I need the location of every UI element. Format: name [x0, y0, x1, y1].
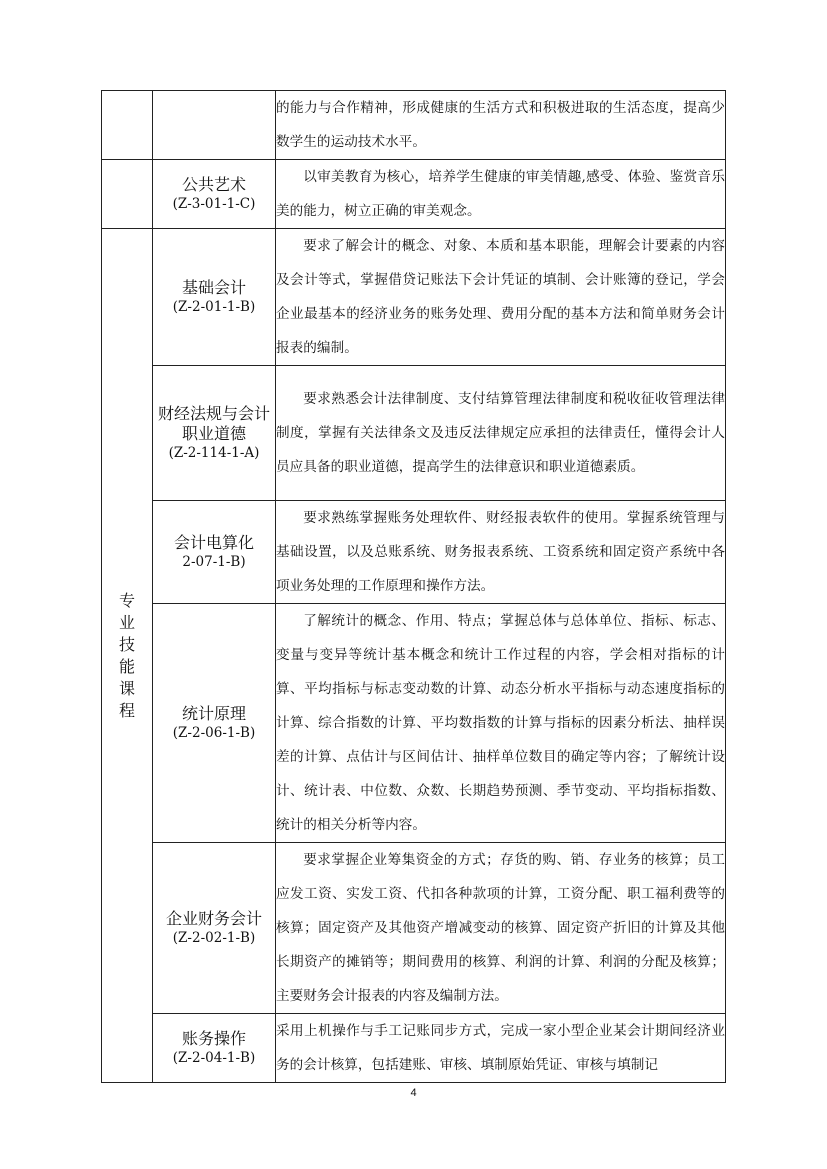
course-code: (Z-3-01-1-C): [172, 195, 256, 212]
table-row: [102, 604, 726, 843]
course-name: 公共艺术: [181, 174, 246, 194]
course-description: [276, 843, 726, 1014]
course-cell: [153, 843, 276, 1014]
course-description: [276, 229, 726, 366]
course-description: [276, 604, 726, 843]
table-row: [102, 229, 726, 366]
course-cell: [153, 229, 276, 366]
description-text: 要求掌握企业筹集资金的方式；存货的购、销、存业务的核算；员工应发工资、实发工资、代扣各种款项的计算，工资分配、职工福利费等的核算；固定资产及其他资产增减变动的核算、固定资产折旧的计算及其他长期资产的摊销等；期间费用的核算、利润的计算、利润的分配及核算；主要财务会计报表的内容及编制方法。: [276, 852, 725, 1004]
course-description: [276, 91, 726, 160]
table-row: [102, 160, 726, 229]
table-row: [102, 843, 726, 1014]
category-cell-continued: [102, 91, 153, 160]
description-text: 了解统计的概念、作用、特点；掌握总体与总体单位、指标、标志、变量与变异等统计基本概念和统计工作过程的内容，学会相对指标的计算、平均指标与标志变动数的计算、动态分析水平指标与动态速度指标的计算、综合指数的计算、平均数指数的计算与指标的因素分析法、抽样误差的计算、点估计与区间估计、抽样单位数目的确定等内容；了解统计设计、统计表、中位数、众数、长期趋势预测、季节变动、平均指标指数、统计的相关分析等内容。: [276, 613, 725, 833]
table-row: [102, 501, 726, 604]
description-text: 要求熟练掌握账务处理软件、财经报表软件的使用。掌握系统管理与基础设置，以及总账系统、财务报表系统、工资系统和固定资产系统中各项业务处理的工作原理和操作方法。: [276, 510, 725, 594]
description-text: 要求了解会计的概念、对象、本质和基本职能，理解会计要素的内容及会计等式，掌握借贷记账法下会计凭证的填制、会计账簿的登记，学会企业最基本的经济业务的账务处理、费用分配的基本方法和简单财务会计报表的编制。: [276, 238, 725, 356]
curriculum-table: [101, 90, 726, 1083]
category-cell: [102, 229, 153, 1083]
description-text: 要求熟悉会计法律制度、支付结算管理法律制度和税收征收管理法律制度，掌握有关法律条文及违反法律规定应承担的法律责任，懂得会计人员应具备的职业道德，提高学生的法律意识和职业道德素质。: [276, 391, 725, 475]
course-code: (Z-2-06-1-B): [172, 724, 256, 741]
course-name: 企业财务会计: [165, 908, 262, 928]
course-cell: [153, 1014, 276, 1083]
table-row: [102, 366, 726, 501]
course-name: 账务操作: [181, 1028, 246, 1048]
course-name: 统计原理: [181, 703, 246, 723]
page-number: 4: [410, 1087, 417, 1099]
course-description: [276, 366, 726, 501]
course-cell: [153, 160, 276, 229]
course-name: 基础会计: [181, 277, 246, 297]
course-name: 财经法规与会计职业道德: [157, 403, 270, 443]
category-label: 专业技能课程: [118, 590, 135, 720]
description-text: 以审美教育为核心，培养学生健康的审美情趣,感受、体验、鉴赏音乐美的能力，树立正确的审美观念。: [276, 169, 725, 219]
course-cell: [153, 501, 276, 604]
table-row: [102, 1014, 726, 1083]
course-name: 会计电算化: [173, 532, 254, 552]
description-text: 的能力与合作精神，形成健康的生活方式和积极进取的生活态度，提高少数学生的运动技术水平。: [276, 100, 725, 150]
course-code: (Z-2-02-1-B): [172, 929, 256, 946]
description-text: 采用上机操作与手工记账同步方式，完成一家小型企业某会计期间经济业务的会计核算，包括建账、审核、填制原始凭证、审核与填制记: [276, 1023, 725, 1073]
course-code: (Z-2-01-1-B): [172, 298, 256, 315]
course-code: (Z-2-04-1-B): [172, 1049, 256, 1066]
course-cell: [153, 366, 276, 501]
course-cell-continued: [153, 91, 276, 160]
course-code: 2-07-1-B): [182, 553, 246, 570]
course-description: [276, 160, 726, 229]
course-cell: [153, 604, 276, 843]
course-description: [276, 501, 726, 604]
table-row: [102, 91, 726, 160]
course-description: [276, 1014, 726, 1083]
course-code: (Z-2-114-1-A): [168, 444, 260, 461]
category-cell-continued: [102, 160, 153, 229]
